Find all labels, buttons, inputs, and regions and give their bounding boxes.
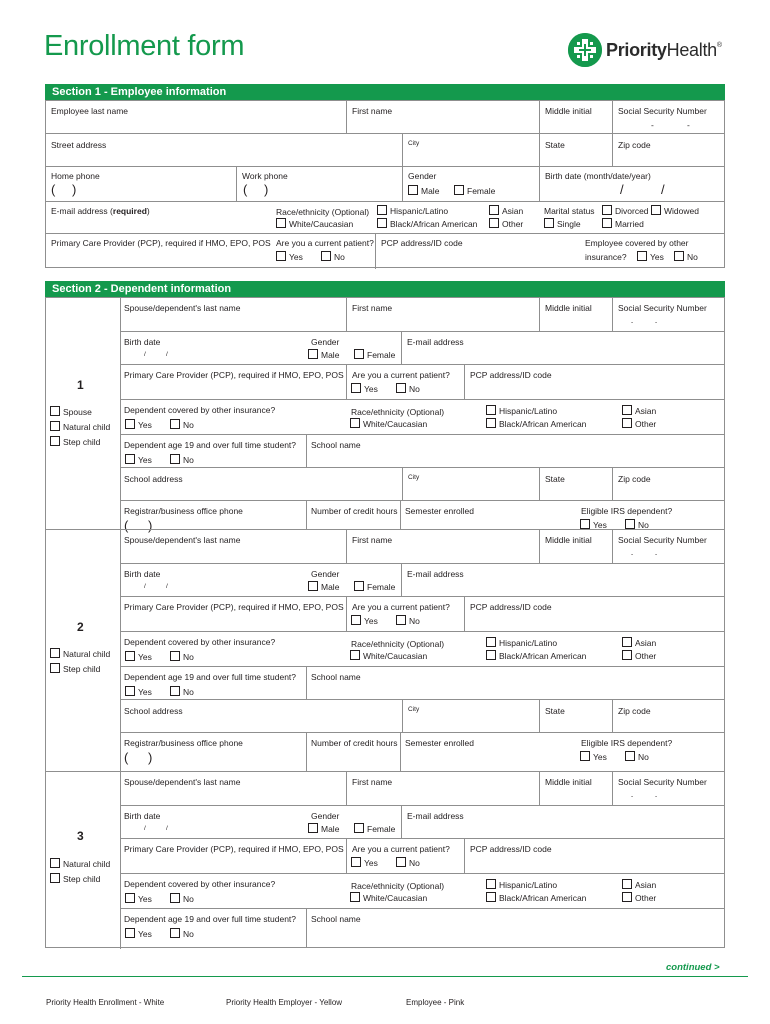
- dependent-1-covered-other-field: Dependent covered by other insurance? Yes No: [124, 405, 276, 430]
- dependent-1-gender-male-checkbox[interactable]: [308, 349, 318, 359]
- dependent-3-gender-field: Gender Male Female: [308, 806, 401, 838]
- dependent-1-race-black-checkbox[interactable]: [486, 418, 496, 428]
- dependent-2-insurance-row: [121, 632, 724, 667]
- dependent-2-pcp-address-field[interactable]: PCP address/ID code: [464, 597, 726, 631]
- dependent-3-covered-other-field: Dependent covered by other insurance? Yes No: [124, 879, 276, 904]
- dependent-2-school-address-row: [121, 700, 724, 733]
- marital-widowed-checkbox[interactable]: [651, 205, 661, 215]
- dependent-1-block: [46, 297, 724, 533]
- dependent-2-credit-hours-field[interactable]: Number of credit hours: [306, 733, 400, 772]
- dependent-3-step-child-checkbox[interactable]: [50, 873, 60, 883]
- dependent-3-birth-row: [121, 806, 724, 839]
- employee-phone-row: [46, 167, 724, 202]
- dependent-2-ssn-field[interactable]: Social Security Number - -: [612, 530, 726, 563]
- dependent-1-irs-no-checkbox[interactable]: [625, 519, 635, 529]
- employee-race-asian-checkbox[interactable]: [489, 205, 499, 215]
- dependent-2-gender-male-checkbox[interactable]: [308, 581, 318, 591]
- dependent-1-credit-hours-field[interactable]: Number of credit hours: [306, 501, 400, 530]
- dependent-3-first-name-field[interactable]: First name: [346, 772, 539, 805]
- employee-gender-female-checkbox[interactable]: [454, 185, 464, 195]
- dependent-2-school-zip-field[interactable]: Zip code: [612, 700, 726, 732]
- dependent-3-middle-initial-field[interactable]: Middle initial: [539, 772, 612, 805]
- dependent-3-gender-male-checkbox[interactable]: [308, 823, 318, 833]
- dependent-3-student-row: [121, 909, 724, 947]
- dependent-1-current-patient-no-checkbox[interactable]: [396, 383, 406, 393]
- dependent-1-current-patient-yes-checkbox[interactable]: [351, 383, 361, 393]
- dependent-2-pcp-field[interactable]: Primary Care Provider (PCP), required if HMO, EPO, POS: [124, 602, 344, 612]
- dependent-3-covered-other-no-checkbox[interactable]: [170, 893, 180, 903]
- dependent-2-school-state-field[interactable]: State: [539, 700, 612, 732]
- dependent-1-school-state-field[interactable]: State: [539, 468, 612, 500]
- dependent-2-race-field: Race/ethnicity (Optional) White/Caucasian Hispanic/Latino Black/African American Asian Other: [351, 638, 657, 661]
- section2-header: Section 2 - Dependent information: [45, 281, 725, 297]
- employee-covered-other-no-checkbox[interactable]: [674, 251, 684, 261]
- dependent-2-student-yes-checkbox[interactable]: [125, 686, 135, 696]
- marital-married-checkbox[interactable]: [602, 218, 612, 228]
- dependent-3-natural-child-checkbox[interactable]: [50, 858, 60, 868]
- dependent-1-race-other-checkbox[interactable]: [622, 418, 632, 428]
- dependent-2-school-city-field[interactable]: City: [402, 700, 539, 732]
- dependent-3-pcp-address-field[interactable]: PCP address/ID code: [464, 839, 726, 873]
- dependent-2-current-patient-no-checkbox[interactable]: [396, 615, 406, 625]
- employee-current-patient-yes-checkbox[interactable]: [276, 251, 286, 261]
- dependent-3-race-black-checkbox[interactable]: [486, 892, 496, 902]
- employee-work-phone-field[interactable]: Work phone ( ): [236, 167, 402, 201]
- dependent-3-race-field: Race/ethnicity (Optional) White/Caucasian Hispanic/Latino Black/African American Asian Other: [351, 880, 657, 903]
- dependent-2-student-field: Dependent age 19 and over full time student? Yes No: [124, 672, 297, 697]
- dependent-2-race-hispanic-checkbox[interactable]: [486, 637, 496, 647]
- employee-race-hispanic-checkbox[interactable]: [377, 205, 387, 215]
- marital-single-checkbox[interactable]: [544, 218, 554, 228]
- dependent-2-school-name-field[interactable]: School name: [306, 667, 726, 699]
- dependent-1-student-row: [121, 435, 724, 468]
- dependent-1-registrar-phone-field[interactable]: Registrar/business office phone ( ): [124, 506, 243, 533]
- dependent-3-gender-female-checkbox[interactable]: [354, 823, 364, 833]
- dependent-1-pcp-address-field[interactable]: PCP address/ID code: [464, 365, 726, 399]
- dependent-1-irs-yes-checkbox[interactable]: [580, 519, 590, 529]
- dependent-3-pcp-field[interactable]: Primary Care Provider (PCP), required if HMO, EPO, POS: [124, 844, 344, 854]
- dependent-3-student-no-checkbox[interactable]: [170, 928, 180, 938]
- dependent-3-current-patient-field: Are you a current patient? Yes No: [346, 839, 464, 873]
- employee-first-name-field[interactable]: First name: [346, 101, 539, 133]
- employee-race-black-checkbox[interactable]: [377, 218, 387, 228]
- dependent-1-pcp-field[interactable]: Primary Care Provider (PCP), required if HMO, EPO, POS: [124, 370, 344, 380]
- dependent-1-first-name-field[interactable]: First name: [346, 298, 539, 331]
- employee-email-row: [46, 202, 724, 234]
- dependent-1-gender-female-checkbox[interactable]: [354, 349, 364, 359]
- dependent-3-student-yes-checkbox[interactable]: [125, 928, 135, 938]
- dependent-1-covered-other-no-checkbox[interactable]: [170, 419, 180, 429]
- employee-covered-other-field: Employee covered by other insurance? Yes No: [585, 238, 698, 262]
- dependent-1-student-yes-checkbox[interactable]: [125, 454, 135, 464]
- dependent-2-student-no-checkbox[interactable]: [170, 686, 180, 696]
- dependent-3-number-column: 3 Natural child Step child: [46, 772, 121, 949]
- dependent-2-current-patient-yes-checkbox[interactable]: [351, 615, 361, 625]
- dependent-1-school-city-field[interactable]: City: [402, 468, 539, 500]
- footer-copy-pink: Employee - Pink: [406, 998, 465, 1007]
- dependent-3-ssn-field[interactable]: Social Security Number - -: [612, 772, 726, 805]
- dependent-2-birth-row: [121, 564, 724, 597]
- dependent-1-number-column: 1 Spouse Natural child Step child: [46, 298, 121, 530]
- dependent-2-first-name-field[interactable]: First name: [346, 530, 539, 563]
- dependent-2-last-name-field[interactable]: Spouse/dependent's last name: [124, 535, 241, 545]
- dependent-1-student-field: Dependent age 19 and over full time student? Yes No: [124, 440, 297, 465]
- dependent-1-race-field: Race/ethnicity (Optional) White/Caucasian Hispanic/Latino Black/African American Asian Other: [351, 406, 657, 429]
- dependent-2-gender-female-checkbox[interactable]: [354, 581, 364, 591]
- dependent-1-step-child-checkbox[interactable]: [50, 436, 60, 446]
- dependent-3-insurance-row: [121, 874, 724, 909]
- dependent-2-race-black-checkbox[interactable]: [486, 650, 496, 660]
- dependent-1-birth-date-field[interactable]: Birth date / /: [124, 337, 168, 358]
- dependent-1-school-address-row: [121, 468, 724, 501]
- dependent-2-student-row: [121, 667, 724, 700]
- employee-current-patient-no-checkbox[interactable]: [321, 251, 331, 261]
- dependent-1-middle-initial-field[interactable]: Middle initial: [539, 298, 612, 331]
- dependent-2-race-asian-checkbox[interactable]: [622, 637, 632, 647]
- dependent-2-race-white-checkbox[interactable]: [350, 650, 360, 660]
- marital-divorced-checkbox[interactable]: [602, 205, 612, 215]
- section1-header: Section 1 - Employee information: [45, 84, 725, 100]
- dependent-3-current-patient-yes-checkbox[interactable]: [351, 857, 361, 867]
- logo-wordmark: PriorityHealth®: [606, 39, 722, 60]
- dependent-2-covered-other-yes-checkbox[interactable]: [125, 651, 135, 661]
- dependent-1-pcp-row: [121, 365, 724, 400]
- dependent-2-natural-child-checkbox[interactable]: [50, 648, 60, 658]
- dependent-3-race-asian-checkbox[interactable]: [622, 879, 632, 889]
- employee-pcp-row: [46, 234, 724, 269]
- dependent-2-current-patient-field: Are you a current patient? Yes No: [346, 597, 464, 631]
- dependent-2-registrar-phone-field[interactable]: Registrar/business office phone ( ): [124, 738, 243, 765]
- dependent-2-block: [46, 529, 724, 771]
- dependent-1-race-asian-checkbox[interactable]: [622, 405, 632, 415]
- dependent-2-registrar-row: [121, 733, 724, 772]
- employee-zip-field[interactable]: Zip code: [612, 134, 726, 166]
- employee-covered-other-yes-checkbox[interactable]: [637, 251, 647, 261]
- dependent-1-name-row: [121, 298, 724, 332]
- section1-employee-box: [45, 100, 725, 268]
- dependent-2-email-field[interactable]: E-mail address: [401, 564, 726, 596]
- dependent-1-covered-other-yes-checkbox[interactable]: [125, 419, 135, 429]
- dependent-3-race-white-checkbox[interactable]: [350, 892, 360, 902]
- dependent-2-irs-no-checkbox[interactable]: [625, 751, 635, 761]
- employee-current-patient-field: Are you a current patient? Yes No: [276, 238, 374, 262]
- dependent-1-insurance-row: [121, 400, 724, 435]
- employee-gender-field: Gender Male Female: [402, 167, 539, 201]
- dependent-2-irs-yes-checkbox[interactable]: [580, 751, 590, 761]
- employee-pcp-field[interactable]: Primary Care Provider (PCP), required if HMO, EPO, POS: [51, 238, 271, 248]
- dependent-1-school-name-field[interactable]: School name: [306, 435, 726, 467]
- dependent-1-semester-field[interactable]: Semester enrolled: [400, 501, 576, 530]
- dependent-3-name-row: [121, 772, 724, 806]
- dependent-1-birth-row: [121, 332, 724, 365]
- dependent-2-number-column: 2 Natural child Step child: [46, 530, 121, 772]
- dependent-1-student-no-checkbox[interactable]: [170, 454, 180, 464]
- employee-marital-status-field: Marital status Single Divorced Married Widowed: [544, 206, 699, 229]
- dependent-2-irs-field: Eligible IRS dependent? Yes No: [581, 738, 673, 762]
- continued-label: continued >: [666, 962, 720, 973]
- employee-middle-initial-field[interactable]: Middle initial: [539, 101, 612, 133]
- employee-home-phone-field[interactable]: Home phone ( ): [51, 171, 100, 197]
- dependent-3-email-field[interactable]: E-mail address: [401, 806, 726, 838]
- employee-street-address-field[interactable]: Street address: [51, 140, 107, 150]
- dependent-1-school-zip-field[interactable]: Zip code: [612, 468, 726, 500]
- employee-gender-male-checkbox[interactable]: [408, 185, 418, 195]
- employee-race-other-checkbox[interactable]: [489, 218, 499, 228]
- dependent-2-name-row: [121, 530, 724, 564]
- priority-health-logo: [568, 33, 722, 67]
- employee-birth-date-field[interactable]: Birth date (month/date/year) / /: [539, 167, 726, 201]
- dependent-3-student-field: Dependent age 19 and over full time student? Yes No: [124, 914, 297, 939]
- employee-race-field: Race/ethnicity (Optional) White/Caucasian Hispanic/Latino Black/African American Asian Other: [276, 206, 524, 229]
- priority-health-logo-icon: [568, 33, 602, 67]
- employee-last-name-field[interactable]: Employee last name: [51, 106, 129, 116]
- dependent-1-race-hispanic-checkbox[interactable]: [486, 405, 496, 415]
- dependent-3-current-patient-no-checkbox[interactable]: [396, 857, 406, 867]
- dependent-1-ssn-field[interactable]: Social Security Number - -: [612, 298, 726, 331]
- dependent-3-birth-date-field[interactable]: Birth date / /: [124, 811, 168, 832]
- dependent-1-last-name-field[interactable]: Spouse/dependent's last name: [124, 303, 241, 313]
- dependent-3-pcp-row: [121, 839, 724, 874]
- employee-city-field[interactable]: City: [402, 134, 539, 166]
- dependent-3-block: [46, 771, 724, 948]
- employee-race-white-checkbox[interactable]: [276, 218, 286, 228]
- dependent-3-school-name-field[interactable]: School name: [306, 909, 726, 947]
- employee-address-row: [46, 134, 724, 167]
- dependent-1-current-patient-field: Are you a current patient? Yes No: [346, 365, 464, 399]
- dependent-3-covered-other-yes-checkbox[interactable]: [125, 893, 135, 903]
- dependent-1-email-field[interactable]: E-mail address: [401, 332, 726, 364]
- dependent-3-race-hispanic-checkbox[interactable]: [486, 879, 496, 889]
- section2-dependent-box: [45, 297, 725, 948]
- dependent-1-race-white-checkbox[interactable]: [350, 418, 360, 428]
- footer-divider: [22, 976, 748, 977]
- employee-email-field[interactable]: E-mail address (required): [51, 206, 150, 216]
- footer-copy-white: Priority Health Enrollment - White: [46, 998, 165, 1007]
- dependent-2-covered-other-no-checkbox[interactable]: [170, 651, 180, 661]
- dependent-2-race-other-checkbox[interactable]: [622, 650, 632, 660]
- dependent-2-middle-initial-field[interactable]: Middle initial: [539, 530, 612, 563]
- dependent-1-irs-field: Eligible IRS dependent? Yes No: [581, 506, 673, 530]
- employee-name-row: [46, 101, 724, 134]
- dependent-3-last-name-field[interactable]: Spouse/dependent's last name: [124, 777, 241, 787]
- dependent-1-natural-child-checkbox[interactable]: [50, 421, 60, 431]
- employee-ssn-field[interactable]: Social Security Number - -: [612, 101, 726, 133]
- employee-pcp-address-field[interactable]: PCP address/ID code: [375, 234, 583, 269]
- dependent-2-pcp-row: [121, 597, 724, 632]
- dependent-2-birth-date-field[interactable]: Birth date / /: [124, 569, 168, 590]
- dependent-3-race-other-checkbox[interactable]: [622, 892, 632, 902]
- dependent-1-spouse-checkbox[interactable]: [50, 406, 60, 416]
- dependent-2-semester-field[interactable]: Semester enrolled: [400, 733, 576, 772]
- dependent-1-school-address-field[interactable]: School address: [124, 474, 183, 484]
- dependent-2-gender-field: Gender Male Female: [308, 564, 401, 596]
- employee-state-field[interactable]: State: [539, 134, 612, 166]
- footer-copy-yellow: Priority Health Employer - Yellow: [226, 998, 343, 1007]
- dependent-2-step-child-checkbox[interactable]: [50, 663, 60, 673]
- dependent-2-school-address-field[interactable]: School address: [124, 706, 183, 716]
- page-title: Enrollment form: [44, 30, 245, 62]
- dependent-2-covered-other-field: Dependent covered by other insurance? Yes No: [124, 637, 276, 662]
- dependent-1-registrar-row: [121, 501, 724, 533]
- dependent-1-gender-field: Gender Male Female: [308, 332, 401, 364]
